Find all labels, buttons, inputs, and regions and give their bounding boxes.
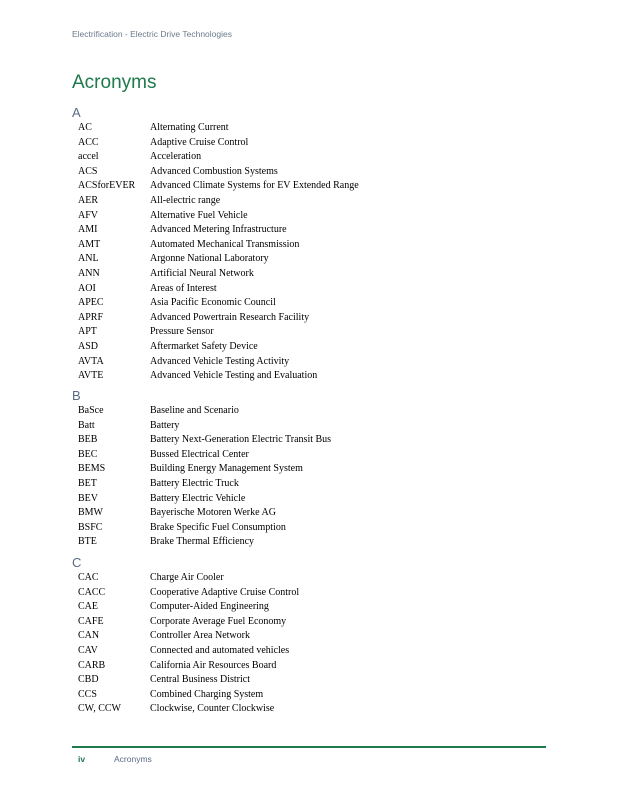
acronym-definition: Advanced Combustion Systems: [150, 165, 278, 177]
acronym-abbreviation: BEB: [78, 434, 98, 446]
acronym-definition: Pressure Sensor: [150, 326, 214, 338]
acronym-entry: [72, 419, 552, 434]
acronym-definition: Bussed Electrical Center: [150, 448, 249, 460]
acronym-definition: Asia Pacific Economic Council: [150, 297, 276, 309]
acronym-abbreviation: CAFE: [78, 615, 104, 627]
acronym-abbreviation: BEMS: [78, 463, 106, 475]
acronym-definition: Acceleration: [150, 151, 202, 163]
acronym-abbreviation: APT: [78, 326, 97, 338]
acronym-entry: [72, 433, 552, 448]
acronym-definition: Advanced Climate Systems for EV Extended Range: [150, 180, 359, 192]
acronym-entry: [72, 282, 552, 297]
acronym-entry: [72, 121, 552, 136]
acronym-definition: Battery Next-Generation Electric Transit Bus: [150, 434, 332, 446]
acronym-abbreviation: ANN: [78, 267, 100, 279]
acronym-abbreviation: ANL: [78, 253, 99, 265]
acronym-definition: Battery Electric Vehicle: [150, 492, 246, 504]
acronym-entry: [72, 369, 552, 384]
page-title: Acronyms: [72, 72, 157, 93]
acronym-abbreviation: BEV: [78, 492, 98, 504]
acronym-entry: [72, 267, 552, 282]
acronym-abbreviation: AVTA: [78, 355, 104, 367]
acronym-abbreviation: CACC: [78, 586, 106, 598]
section-letter: C: [72, 555, 82, 570]
acronym-definition: Brake Specific Fuel Consumption: [150, 521, 286, 533]
acronym-abbreviation: CARB: [78, 659, 106, 671]
acronym-definition: California Air Resources Board: [150, 659, 277, 671]
acronym-entry: [72, 448, 552, 463]
acronym-abbreviation: BTE: [78, 536, 97, 548]
acronym-entry: [72, 150, 552, 165]
acronym-definition: Argonne National Laboratory: [150, 253, 269, 265]
acronym-definition: Areas of Interest: [150, 282, 217, 294]
acronym-definition: Alternating Current: [150, 122, 229, 133]
acronym-section-a: [72, 104, 552, 384]
acronym-abbreviation: AOI: [78, 282, 96, 294]
acronym-entry: [72, 492, 552, 507]
acronym-abbreviation: BSFC: [78, 521, 103, 533]
acronym-definition: Connected and automated vehicles: [150, 644, 290, 656]
acronym-abbreviation: BMW: [78, 507, 103, 519]
acronym-entry: [72, 165, 552, 180]
acronym-abbreviation: BEC: [78, 448, 98, 460]
acronym-entry: [72, 521, 552, 536]
acronym-abbreviation: accel: [78, 151, 99, 163]
acronym-definition: Corporate Average Fuel Economy: [150, 615, 287, 627]
acronym-entry: [72, 355, 552, 370]
acronym-entry: [72, 673, 552, 688]
acronym-abbreviation: ACC: [78, 136, 99, 148]
acronym-abbreviation: AFV: [78, 209, 99, 221]
page-number: iv: [78, 754, 86, 764]
acronym-abbreviation: CCS: [78, 688, 97, 700]
acronym-abbreviation: ASD: [78, 340, 99, 352]
acronym-section-c: [72, 554, 552, 717]
acronym-entry: [72, 644, 552, 659]
acronym-definition: Cooperative Adaptive Cruise Control: [150, 586, 300, 598]
acronym-definition: Alternative Fuel Vehicle: [150, 209, 248, 221]
acronym-entry: [72, 340, 552, 355]
acronym-definition: Central Business District: [150, 674, 250, 686]
acronym-entry: [72, 296, 552, 311]
acronym-definition: Computer-Aided Engineering: [150, 601, 269, 613]
acronym-definition: Aftermarket Safety Device: [150, 340, 258, 352]
acronym-abbreviation: AMT: [78, 238, 101, 250]
acronym-entry: [72, 659, 552, 674]
acronym-entry: [72, 586, 552, 601]
acronym-section-b: [72, 387, 552, 550]
acronym-definition: Automated Mechanical Transmission: [150, 238, 300, 250]
acronym-definition: Bayerische Motoren Werke AG: [150, 507, 276, 519]
acronym-entry: [72, 179, 552, 194]
acronym-entry: [72, 136, 552, 151]
acronym-abbreviation: BET: [78, 477, 97, 489]
acronym-definition: Building Energy Management System: [150, 463, 303, 475]
acronym-definition: Brake Thermal Efficiency: [150, 536, 255, 548]
acronym-definition: Advanced Vehicle Testing and Evaluation: [150, 370, 318, 382]
acronym-entry: [72, 194, 552, 209]
acronym-entry: [72, 209, 552, 224]
acronym-abbreviation: CAC: [78, 572, 99, 583]
acronym-entry: [72, 600, 552, 615]
acronym-entry: [72, 311, 552, 326]
acronym-definition: Controller Area Network: [150, 630, 250, 642]
acronym-definition: Baseline and Scenario: [150, 405, 239, 416]
acronym-entry: [72, 404, 552, 419]
acronym-definition: Battery: [150, 419, 180, 431]
acronym-entry: [72, 477, 552, 492]
acronym-abbreviation: AVTE: [78, 370, 104, 382]
acronym-entry: [72, 702, 552, 717]
acronym-entry: [72, 615, 552, 630]
acronym-abbreviation: CAE: [78, 601, 98, 613]
acronym-entry: [72, 223, 552, 238]
acronym-abbreviation: CAN: [78, 630, 100, 642]
acronym-definition: Adaptive Cruise Control: [150, 136, 249, 148]
acronym-abbreviation: AMI: [78, 224, 98, 236]
acronym-abbreviation: CW, CCW: [78, 703, 121, 715]
acronym-definition: Charge Air Cooler: [150, 572, 224, 583]
running-header: Electrification - Electric Drive Technologies: [72, 29, 232, 39]
acronym-abbreviation: AER: [78, 194, 98, 206]
acronym-entry: [72, 325, 552, 340]
acronym-abbreviation: BaSce: [78, 405, 104, 416]
acronym-definition: Artificial Neural Network: [150, 267, 254, 279]
acronym-definition: Combined Charging System: [150, 688, 264, 700]
acronym-entry: [72, 629, 552, 644]
acronym-definition: Advanced Powertrain Research Facility: [150, 311, 310, 323]
acronym-definition: Battery Electric Truck: [150, 477, 239, 489]
acronym-definition: Advanced Metering Infrastructure: [150, 224, 287, 236]
acronym-entry: [72, 571, 552, 586]
acronym-definition: All-electric range: [150, 194, 221, 206]
section-letter: A: [72, 105, 81, 120]
acronym-entry: [72, 535, 552, 550]
section-letter: B: [72, 388, 81, 403]
acronym-abbreviation: ACSforEVER: [78, 180, 136, 192]
acronym-definition: Advanced Vehicle Testing Activity: [150, 355, 290, 367]
acronym-entry: [72, 506, 552, 521]
acronym-abbreviation: CAV: [78, 644, 98, 656]
acronym-abbreviation: Batt: [78, 419, 95, 431]
acronym-abbreviation: ACS: [78, 165, 98, 177]
acronym-abbreviation: APRF: [78, 311, 104, 323]
acronym-abbreviation: APEC: [78, 297, 104, 309]
footer-title: Acronyms: [114, 754, 152, 764]
acronym-abbreviation: CBD: [78, 674, 99, 686]
acronym-entry: [72, 462, 552, 477]
acronym-entry: [72, 688, 552, 703]
acronym-entry: [72, 238, 552, 253]
acronym-entry: [72, 252, 552, 267]
footer-rule: [72, 746, 546, 748]
acronym-abbreviation: AC: [78, 122, 92, 133]
acronym-definition: Clockwise, Counter Clockwise: [150, 703, 275, 715]
